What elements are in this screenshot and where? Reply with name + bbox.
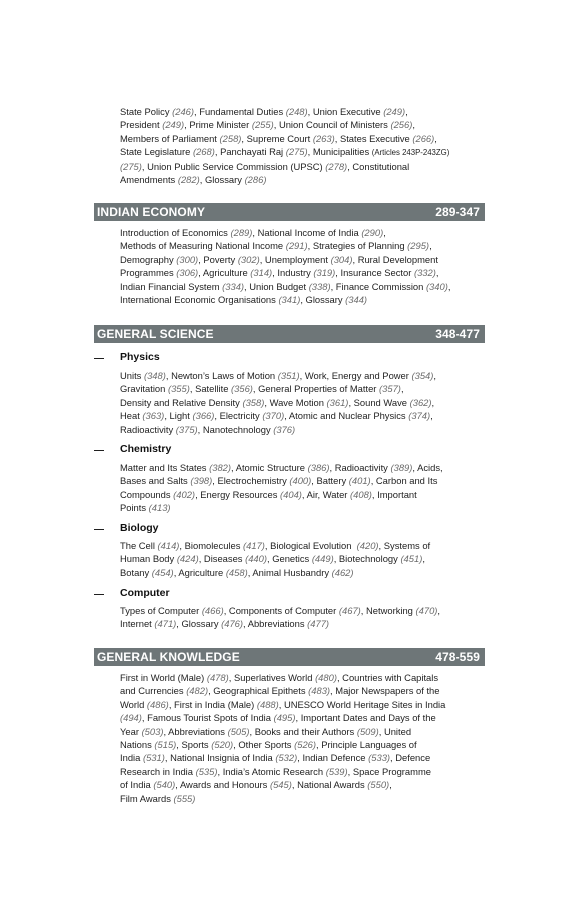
- page-number: (389): [390, 462, 413, 473]
- toc-entry-text: Energy Resources: [200, 488, 278, 500]
- page-number: (358): [242, 396, 265, 408]
- page-number: (370): [262, 410, 285, 422]
- toc-entry-text: Matter and Its States: [120, 462, 207, 473]
- toc-entry-text: Compounds: [120, 488, 171, 500]
- page-number: (332): [413, 267, 436, 279]
- toc-entry-text: Glossary: [305, 294, 343, 306]
- subsection-heading-chemistry: Chemistry: [120, 443, 172, 455]
- page-number: (532): [275, 752, 298, 764]
- page-number: (361): [326, 396, 349, 408]
- page-number: (470): [415, 605, 438, 616]
- page-number: (477): [307, 618, 330, 630]
- toc-entry-text: Botany: [120, 566, 150, 578]
- page-number: (348): [143, 370, 166, 381]
- page-number: (256): [390, 119, 413, 131]
- page-number: (467): [338, 605, 361, 616]
- general-knowledge-entries: First in World (Male) (478), Superlatives World (480), Countries with Capitals and Currencies (482), Geographical Epithets (483), Major Newspapers of the World (486), First in India (Male) (488), UNESCO World Heritage Sites in India (494), Famous Tourist Spots of India (495), Important Dates and Days of the Year (503), Abbreviations (505), Books and their Authors (509), United Nations (515), Sports (520), Other Sports (526), Principle Languages of India (531), National Insignia of India (532), Indian Defence (533), Defence Research in India (535), India’s Atomic Research (539), Space Programme of India (540), Awards and Honours (545), National Awards (550), Film Awards (555): [120, 672, 446, 804]
- page-number: (535): [195, 765, 218, 777]
- page-number: (278): [325, 160, 348, 172]
- page-number: (503): [141, 725, 164, 737]
- toc-entry-text: First in India (Male): [174, 698, 255, 710]
- toc-entry-text: Atomic Structure: [235, 462, 305, 473]
- page-number: (482): [186, 685, 209, 697]
- toc-entry-text: Abbreviations: [168, 725, 225, 737]
- page-number: (424): [176, 553, 199, 565]
- toc-entry-text: Nations: [120, 739, 152, 751]
- section-header-indian-economy[interactable]: [94, 203, 485, 221]
- toc-entry-text: Battery: [316, 475, 347, 487]
- page-number: (354): [411, 370, 434, 381]
- page-number: (258): [219, 132, 242, 144]
- toc-entry-text: Acids,: [417, 462, 443, 473]
- toc-entry-text: Atomic and Nuclear Physics: [288, 410, 406, 422]
- toc-entry-text: Indian Defence: [302, 752, 366, 764]
- toc-entry-text: Types of Computer: [120, 605, 200, 616]
- page-number: (366): [192, 410, 215, 422]
- toc-entry-text: Famous Tourist Spots of India: [147, 712, 271, 724]
- toc-entry-text: Radioactivity: [120, 423, 174, 435]
- page-number: (520): [211, 739, 234, 751]
- toc-entry-text: Introduction of Economics: [120, 227, 228, 238]
- page-number: (268): [192, 146, 215, 158]
- toc-entry-text: Carbon and Its: [375, 475, 438, 487]
- subsection-heading-biology: Biology: [120, 522, 159, 534]
- page-number: (355): [167, 383, 190, 395]
- toc-entry-text: Year: [120, 725, 139, 737]
- page-number: (374): [408, 410, 431, 422]
- page-number: (398): [190, 475, 213, 487]
- toc-entry-text: of India: [120, 779, 151, 791]
- toc-entry-text: (Articles 243P-243ZG): [371, 148, 450, 158]
- page-number: (471): [154, 618, 177, 630]
- toc-entry-text: Countries with Capitals: [342, 672, 439, 683]
- page-number: (357): [379, 383, 401, 395]
- toc-entry-text: Density and Relative Density: [120, 396, 240, 408]
- toc-entry-text: Bases and Salts: [120, 475, 188, 487]
- page-number: (458): [225, 566, 248, 578]
- toc-entry-text: Awards and Honours: [179, 779, 268, 791]
- page-number: (454): [151, 566, 174, 578]
- page-number: (291): [285, 240, 308, 252]
- toc-entry-text: Poverty: [203, 253, 236, 265]
- toc-entry-text: Programmes: [120, 267, 174, 279]
- page-number: (505): [227, 725, 250, 737]
- toc-entry-text: Biotechnology: [338, 553, 398, 565]
- toc-entry-text: Union Executive: [312, 106, 381, 117]
- toc-entry-text: Sports: [181, 739, 209, 751]
- page-number: (476): [221, 618, 244, 630]
- toc-entry-text: Nanotechnology: [202, 423, 271, 435]
- physics-entries: Units (348), Newton’s Laws of Motion (351), Work, Energy and Power (354), Gravitation (355), Satellite (356), General Properties of Matter (357), Density and Relative Density (358), Wave Motion (361), Sound Wave (362), Heat (363), Light (366), Electricity (370), Atomic and Nuclear Physics (374), Radioactivity (375), Nanotechnology (376): [120, 370, 436, 435]
- page-number: (451): [400, 553, 423, 565]
- toc-entry-text: Systems of: [383, 540, 431, 551]
- toc-entry-text: Industry: [277, 267, 311, 279]
- page-number: (545): [269, 779, 292, 791]
- subsection-heading-computer: Computer: [120, 587, 170, 599]
- toc-entry-text: Abbreviations: [247, 618, 305, 630]
- page-number: (362): [409, 396, 432, 408]
- toc-entry-text: State Legislature: [120, 146, 191, 158]
- toc-entry-text: Amendments: [120, 174, 176, 186]
- toc-entry-text: National Insignia of India: [170, 752, 273, 764]
- toc-entry-text: Work, Energy and Power: [304, 370, 409, 381]
- bullet-dash: [94, 450, 104, 451]
- page-number: (402): [173, 488, 196, 500]
- bullet-dash: [94, 594, 104, 595]
- bullet-dash: [94, 529, 104, 530]
- page-number: (344): [345, 294, 368, 306]
- toc-entry-text: and Currencies: [120, 685, 184, 697]
- subsection-heading-physics: Physics: [120, 351, 160, 363]
- toc-entry-text: Rural Development: [357, 253, 438, 265]
- toc-entry-text: Other Sports: [238, 739, 292, 751]
- toc-entry-text: Gravitation: [120, 383, 166, 395]
- toc-entry-text: Electrochemistry: [217, 475, 287, 487]
- page-number: (255): [251, 119, 274, 131]
- toc-entry-text: Air, Water: [306, 488, 348, 500]
- toc-entry-text: Agriculture: [202, 267, 248, 279]
- section-title: INDIAN ECONOMY: [97, 205, 206, 219]
- toc-entry-text: Defence: [395, 752, 431, 764]
- computer-entries: Types of Computer (466), Components of Computer (467), Networking (470), Internet (471), Glossary (476), Abbreviations (477): [120, 605, 441, 630]
- page-number: (375): [175, 423, 198, 435]
- page-number: (539): [325, 765, 348, 777]
- page-number: (295): [407, 240, 430, 252]
- page-number: (319): [313, 267, 336, 279]
- toc-entry-text: Components of Computer: [228, 605, 337, 616]
- page-number: (449): [311, 553, 334, 565]
- toc-entry-text: Supreme Court: [246, 132, 311, 144]
- toc-entry-text: Unemployment: [264, 253, 328, 265]
- section-title: GENERAL KNOWLEDGE: [97, 650, 240, 664]
- page-number: (555): [173, 792, 196, 804]
- toc-entry-text: Fundamental Duties: [199, 106, 284, 117]
- toc-entry-text: World: [120, 698, 145, 710]
- toc-entry-text: President: [120, 119, 160, 131]
- page-number: (304): [330, 253, 353, 265]
- page-number: (420): [356, 540, 379, 551]
- page-number: (340): [425, 280, 448, 292]
- toc-entry-text: Strategies of Planning: [312, 240, 405, 252]
- page-number: (408): [350, 488, 372, 500]
- toc-entry-text: Animal Husbandry: [252, 566, 330, 578]
- toc-entry-text: Radioactivity: [334, 462, 388, 473]
- page-number: (495): [273, 712, 296, 724]
- toc-entry-text: Heat: [120, 410, 140, 422]
- toc-entry-text: Satellite: [195, 383, 229, 395]
- toc-entry-text: Light: [169, 410, 190, 422]
- page-number: (249): [383, 106, 406, 117]
- page-number: (248): [285, 106, 308, 117]
- toc-entry-text: Union Council of Ministers: [278, 119, 388, 131]
- toc-entry-text: Glossary: [181, 618, 219, 630]
- toc-entry-text: Research in India: [120, 765, 193, 777]
- page-number: (386): [307, 462, 330, 473]
- section-page-range: 289-347: [435, 205, 480, 219]
- page-number: (306): [176, 267, 199, 279]
- toc-entry-text: Finance Commission: [335, 280, 424, 292]
- section-header-general-knowledge[interactable]: [94, 648, 485, 666]
- page-number: (246): [172, 106, 195, 117]
- toc-entry-text: Diseases: [203, 553, 243, 565]
- toc-entry-text: Principle Languages of: [321, 739, 417, 751]
- toc-entry-text: Important: [377, 488, 417, 500]
- toc-entry-text: Members of Parliament: [120, 132, 217, 144]
- page-number: (401): [348, 475, 371, 487]
- page-number: (314): [250, 267, 273, 279]
- section-title: GENERAL SCIENCE: [97, 327, 214, 341]
- toc-entry-text: Agriculture: [178, 566, 224, 578]
- toc-entry-text: Geographical Epithets: [213, 685, 306, 697]
- page-number: (266): [412, 132, 435, 144]
- page-number: (341): [278, 294, 301, 306]
- toc-entry-text: Film Awards: [120, 792, 171, 804]
- page-number: (478): [206, 672, 229, 683]
- toc-entry-text: Methods of Measuring National Income: [120, 240, 284, 252]
- toc-entry-text: Demography: [120, 253, 174, 265]
- toc-entry-text: United: [383, 725, 412, 737]
- toc-entry-text: International Economic Organisations: [120, 294, 276, 306]
- page-number: (540): [153, 779, 176, 791]
- toc-entry-text: Wave Motion: [269, 396, 324, 408]
- toc-entry-text: Constitutional: [352, 160, 410, 172]
- page-number: (531): [142, 752, 165, 764]
- page-number: (404): [280, 488, 302, 500]
- page-number: (356): [231, 383, 253, 395]
- page-number: (488): [256, 698, 279, 710]
- page-number: (289): [230, 227, 253, 238]
- page-number: (550): [367, 779, 390, 791]
- page-number: (300): [176, 253, 199, 265]
- toc-entry-text: Municipalities: [312, 146, 370, 158]
- toc-entry-text: Prime Minister: [189, 119, 250, 131]
- chemistry-entries: Matter and Its States (382), Atomic Structure (386), Radioactivity (389), Acids, Bases and Salts (398), Electrochemistry (400), Battery (401), Carbon and Its Compounds (402), Energy Resources (404), Air, Water (408), Important Points (413): [120, 462, 443, 514]
- indian-economy-entries: Introduction of Economics (289), National Income of India (290), Methods of Measuring National Income (291), Strategies of Planning (295), Demography (300), Poverty (302), Unemployment (304), Rural Development Programmes (306), Agriculture (314), Industry (319), Insurance Sector (332), Indian Financial System (334), Union Budget (338), Finance Commission (340), International Economic Organisations (341), Glossary (344): [120, 227, 451, 306]
- page-number: (413): [148, 502, 171, 514]
- page-number: (466): [201, 605, 224, 616]
- toc-entry-text: India: [120, 752, 141, 764]
- page-number: (462): [331, 566, 354, 578]
- toc-entry-text: Important Dates and Days of the: [300, 712, 436, 724]
- page-number: (363): [142, 410, 165, 422]
- toc-entry-text: Networking: [366, 605, 413, 616]
- toc-entry-text: Electricity: [219, 410, 260, 422]
- toc-entry-text: States Executive: [339, 132, 410, 144]
- toc-entry-text: First in World (Male): [120, 672, 205, 683]
- page-number: (338): [308, 280, 331, 292]
- toc-entry: State Policy: [120, 106, 170, 117]
- toc-entry-text: Space Programme: [352, 765, 431, 777]
- toc-entry-text: Points: [120, 502, 147, 514]
- page-number: (515): [154, 739, 177, 751]
- toc-entry-text: The Cell: [120, 540, 155, 551]
- page-number: (526): [294, 739, 316, 751]
- page-number: (351): [277, 370, 300, 381]
- toc-entry-text: Internet: [120, 618, 152, 630]
- page-number: (480): [315, 672, 337, 683]
- page-number: (486): [146, 698, 169, 710]
- toc-entry-text: Sound Wave: [353, 396, 407, 408]
- toc-entry-text: Insurance Sector: [340, 267, 412, 279]
- section-page-range: 478-559: [435, 650, 480, 664]
- section-page-range: 348-477: [435, 327, 480, 341]
- toc-entry-text: Genetics: [272, 553, 310, 565]
- toc-entry-text: Superlatives World: [233, 672, 313, 683]
- toc-entry-text: General Properties of Matter: [258, 383, 377, 395]
- page-number: (414): [157, 540, 180, 551]
- toc-entry-text: Biological Evolution: [270, 540, 352, 551]
- page-number: (263): [312, 132, 335, 144]
- toc-entry-text: Union Public Service Commission (UPSC): [147, 160, 323, 172]
- toc-entry-text: India’s Atomic Research: [222, 765, 324, 777]
- toc-entry-text: Human Body: [120, 553, 175, 565]
- page-number: (440): [245, 553, 267, 565]
- page-number: (382): [209, 462, 231, 473]
- toc-entry-text: Books and their Authors: [254, 725, 355, 737]
- page-number: (249): [162, 119, 185, 131]
- page-number: (302): [237, 253, 260, 265]
- page-number: (533): [368, 752, 391, 764]
- page-number: (376): [273, 423, 296, 435]
- toc-entry-text: Newton’s Laws of Motion: [171, 370, 276, 381]
- page-number: (275): [285, 146, 308, 158]
- toc-entry-text: UNESCO World Heritage Sites in India: [283, 698, 446, 710]
- toc-entry-text: Union Budget: [249, 280, 307, 292]
- polity-entries: State Policy (246), Fundamental Duties (248), Union Executive (249), President (249), Prime Minister (255), Union Council of Ministers (256), Members of Parliament (258), Supreme Court (263), States Executive (266), State Legislature (268), Panchayati Raj (275), Municipalities (Articles 243P-243ZG) (275), Union Public Service Commission (UPSC) (278), Constitutional Amendments (282), Glossary (286): [120, 106, 450, 186]
- toc-entry-text: Glossary: [204, 174, 242, 186]
- toc-entry-text: Biomolecules: [184, 540, 241, 551]
- toc-entry-text: National Awards: [297, 779, 365, 791]
- bullet-dash: [94, 358, 104, 359]
- page-number: (417): [243, 540, 265, 551]
- toc-entry-text: Units: [120, 370, 142, 381]
- toc-entry-text: National Income of India: [257, 227, 359, 238]
- page-number: (483): [308, 685, 331, 697]
- toc-entry-text: Panchayati Raj: [220, 146, 284, 158]
- page-number: (334): [222, 280, 245, 292]
- page-number: (494): [120, 712, 142, 724]
- page-number: (290): [361, 227, 384, 238]
- page-number: (282): [177, 174, 200, 186]
- page-number: (275): [120, 160, 142, 172]
- page-number: (286): [244, 174, 267, 186]
- toc-entry-text: Indian Financial System: [120, 280, 220, 292]
- toc-entry-text: Major Newspapers of the: [335, 685, 440, 697]
- page-number: (509): [356, 725, 379, 737]
- biology-entries: The Cell (414), Biomolecules (417), Biological Evolution (420), Systems of Human Body (424), Diseases (440), Genetics (449), Biotechnology (451), Botany (454), Agriculture (458), Animal Husbandry (462): [120, 540, 431, 578]
- section-header-general-science[interactable]: [94, 325, 485, 343]
- page-number: (400): [289, 475, 312, 487]
